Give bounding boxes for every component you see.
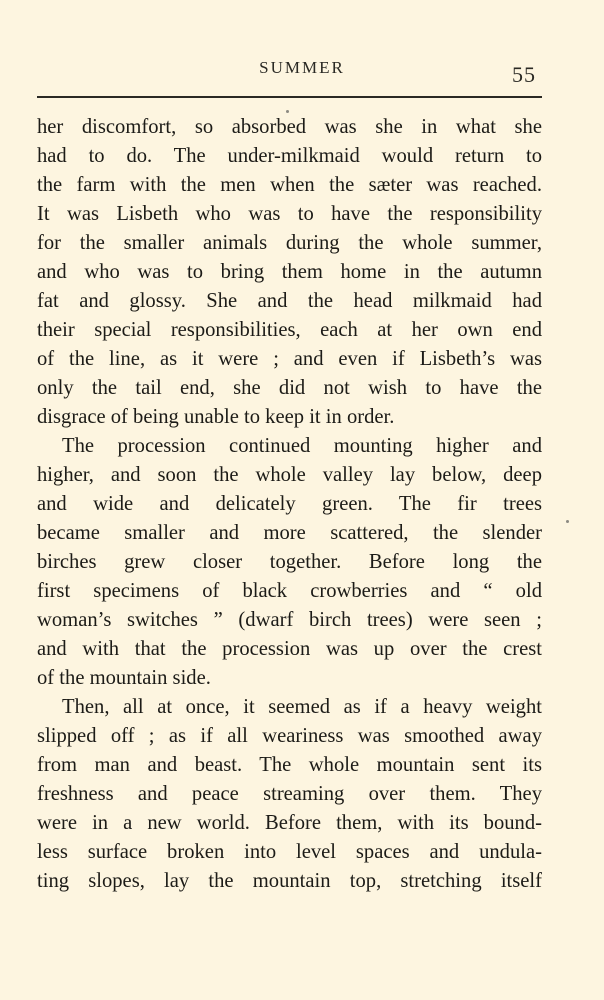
text-line: The procession continued mounting higher and <box>62 435 542 457</box>
text-line: birches grew closer together. Before long the <box>37 551 542 573</box>
running-head: SUMMER <box>259 58 345 77</box>
text-line: freshness and peace streaming over them. They <box>37 783 542 805</box>
text-line: of the mountain side. <box>37 667 211 689</box>
text-line: their special responsibilities, each at her own end <box>37 319 542 341</box>
paper-speck <box>566 520 569 523</box>
page-number: 55 <box>512 62 536 87</box>
text-line: were in a new world. Before them, with its bound- <box>37 812 542 834</box>
text-line: less surface broken into level spaces and undula- <box>37 841 542 863</box>
text-line: and wide and delicately green. The fir trees <box>37 493 542 515</box>
text-line: fat and glossy. She and the head milkmaid had <box>37 290 542 312</box>
text-line: and with that the procession was up over the crest <box>37 638 542 660</box>
text-line: had to do. The under-milkmaid would return to <box>37 145 542 167</box>
text-line: first specimens of black crowberries and “ old <box>37 580 542 602</box>
text-line: slipped off ; as if all weariness was smoothed away <box>37 725 542 747</box>
text-line: her discomfort, so absorbed was she in what she <box>37 116 542 138</box>
header-rule <box>37 96 542 98</box>
text-line: from man and beast. The whole mountain sent its <box>37 754 542 776</box>
text-line: higher, and soon the whole valley lay below, deep <box>37 464 542 486</box>
text-line: ting slopes, lay the mountain top, stretching itself <box>37 870 542 892</box>
text-line: the farm with the men when the sæter was reached. <box>37 174 542 196</box>
text-line: for the smaller animals during the whole summer, <box>37 232 542 254</box>
text-line: Then, all at once, it seemed as if a heavy weight <box>62 696 542 718</box>
text-line: of the line, as it were ; and even if Lisbeth’s was <box>37 348 542 370</box>
text-line: It was Lisbeth who was to have the responsibility <box>37 203 542 225</box>
text-line: disgrace of being unable to keep it in order. <box>37 406 395 428</box>
body-text <box>37 113 542 896</box>
text-line: woman’s switches ” (dwarf birch trees) were seen ; <box>37 609 542 631</box>
text-line: and who was to bring them home in the autumn <box>37 261 542 283</box>
text-line: only the tail end, she did not wish to have the <box>37 377 542 399</box>
text-line: became smaller and more scattered, the slender <box>37 522 542 544</box>
